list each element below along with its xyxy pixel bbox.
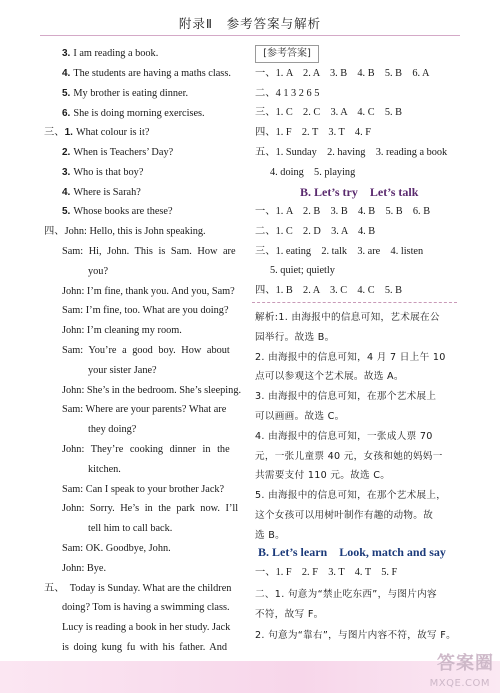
dialogue-line: John: I’m fine, thank you. And you, Sam?: [62, 286, 235, 297]
answer-line: 5. quiet; quietly: [270, 265, 335, 276]
answer-line: 二、4 1 3 2 6 5: [255, 88, 320, 99]
explanation-line: 共需要支付 110 元。故选 C。: [255, 470, 391, 481]
dialogue-line: kitchen.: [88, 464, 121, 475]
explanation-line: 元，一张儿童票 40 元，女孩和她的妈妈一: [255, 451, 443, 462]
watermark-url: MXQE.COM: [429, 678, 490, 689]
section-title: B. Let’s learn Look, match and say: [258, 545, 446, 559]
passage-line: doing? Tom is having a swimming class.: [62, 602, 230, 613]
explanation-line: 3. 由海报中的信息可知，在那个艺术展上: [255, 391, 437, 402]
explanation-line: 这个女孩可以用树叶制作有趣的动物。故: [255, 510, 434, 521]
answer-line: 一、1. F 2. F 3. T 4. T 5. F: [255, 567, 398, 578]
answer-line: 二、1. C 2. D 3. A 4. B: [255, 226, 376, 237]
explanation-line: 可以画画。故选 C。: [255, 411, 345, 422]
answer-line: 三、1. C 2. C 3. A 4. C 5. B: [255, 107, 403, 118]
passage-line: is doing kung fu with his father. And: [62, 642, 228, 653]
explanation-line: 园举行。故选 B。: [255, 332, 335, 343]
dialogue-line: Sam: You’re a good boy. How about: [62, 345, 230, 356]
watermark-text: 答案圈: [437, 653, 494, 674]
dialogue-line: Sam: Can I speak to your brother Jack?: [62, 484, 225, 495]
page-header: [0, 0, 500, 40]
dialogue-line: Sam: Hi, John. This is Sam. How are: [62, 246, 236, 257]
answer-line: 4. The students are having a maths class.: [62, 68, 231, 79]
answer-line: 三、1. eating 2. talk 3. are 4. listen: [255, 246, 424, 257]
answer-key-label: [参考答案]: [255, 45, 319, 63]
dialogue-line: John: Bye.: [62, 563, 107, 574]
answer-line: 2. When is Teachers’ Day?: [62, 147, 174, 158]
explanation-line: 2. 由海报中的信息可知，4 月 7 日上午 10: [255, 352, 446, 363]
answer-line: 5. Whose books are these?: [62, 206, 173, 217]
dialogue-line: your sister Jane?: [88, 365, 157, 376]
answer-line: 五、1. Sunday 2. having 3. reading a book: [255, 147, 448, 158]
page-title: 附录Ⅱ 参考答案与解析: [178, 16, 322, 31]
explanation-line: 解析:1. 由海报中的信息可知，艺术展在公: [255, 312, 440, 323]
passage-line: 五、 Today is Sunday. What are the children: [44, 583, 232, 594]
answer-line: 一、1. A 2. A 3. B 4. B 5. B 6. A: [255, 68, 430, 79]
dialogue-line: John: Sorry. He’s in the park now. I’ll: [62, 503, 239, 514]
dialogue-line: Sam: Where are your parents? What are: [62, 404, 227, 415]
dialogue-line: you?: [88, 266, 109, 277]
section-divider: [252, 302, 457, 303]
answer-line: 三、1. What colour is it?: [44, 127, 150, 138]
answer-line: 一、1. A 2. B 3. B 4. B 5. B 6. B: [255, 206, 431, 217]
dialogue-line: John: She’s in the bedroom. She’s sleeping.: [62, 385, 242, 396]
watermark-logo: [408, 649, 494, 689]
answer-line: 4. doing 5. playing: [270, 167, 356, 178]
answer-line: 6. She is doing morning exercises.: [62, 108, 205, 119]
dialogue-line: they doing?: [88, 424, 137, 435]
section-title: B. Let’s try Let’s talk: [300, 185, 419, 199]
explanation-line: 5. 由海报中的信息可知，在那个艺术展上，: [255, 490, 447, 501]
explanation-line: 选 B。: [255, 530, 286, 541]
dialogue-line: Sam: I’m fine, too. What are you doing?: [62, 305, 229, 316]
explanation-line: 4. 由海报中的信息可知，一张成人票 70: [255, 431, 433, 442]
dialogue-line: Sam: OK. Goodbye, John.: [62, 543, 171, 554]
explanation-line: 2. 句意为“靠右”，与图片内容不符，故写 F。: [255, 630, 457, 641]
answer-line: 3. Who is that boy?: [62, 167, 144, 178]
answer-line: 四、1. B 2. A 3. C 4. C 5. B: [255, 285, 403, 296]
answer-line: 3. I am reading a book.: [62, 48, 159, 59]
dialogue-line: John: I’m cleaning my room.: [62, 325, 182, 336]
passage-line: Lucy is reading a book in her study. Jack: [62, 622, 231, 633]
explanation-line: 不符，故写 F。: [255, 609, 324, 620]
dialogue-line: tell him to call back.: [88, 523, 173, 534]
explanation-line: 二、1. 句意为“禁止吃东西”，与图片内容: [255, 589, 437, 600]
dialogue-line: 四、John: Hello, this is John speaking.: [44, 226, 206, 237]
explanation-line: 点可以参观这个艺术展。故选 A。: [255, 371, 404, 382]
dialogue-line: John: They’re cooking dinner in the: [62, 444, 230, 455]
answer-line: 四、1. F 2. T 3. T 4. F: [255, 127, 371, 138]
answer-line: 4. Where is Sarah?: [62, 187, 141, 198]
answer-line: 5. My brother is eating dinner.: [62, 88, 189, 99]
header-divider: [40, 35, 460, 36]
